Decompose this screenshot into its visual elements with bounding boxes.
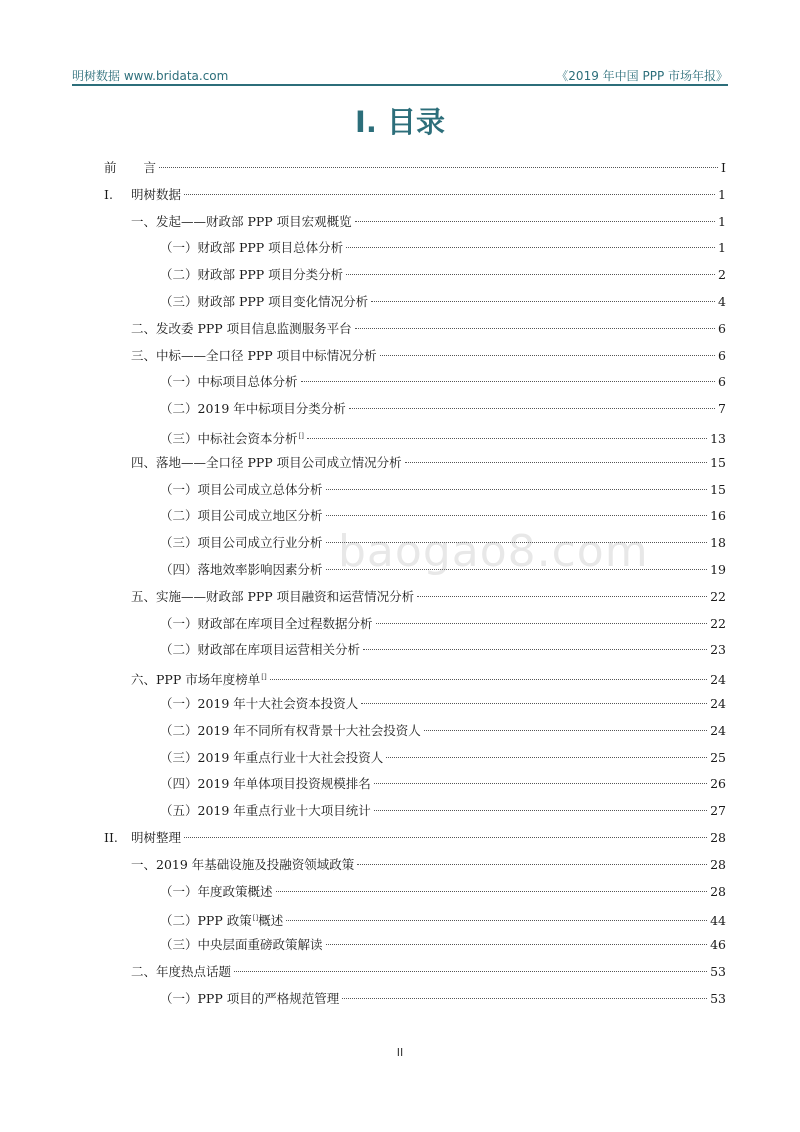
toc-page-number: 25 (710, 749, 726, 765)
toc-entry[interactable] (104, 798, 726, 825)
toc-entry-label (131, 316, 352, 343)
toc-entry-label (160, 262, 343, 289)
toc-page-number: 26 (710, 776, 726, 792)
toc-page-number: 46 (710, 937, 726, 953)
toc-entry-label (160, 691, 358, 718)
toc-dot-leader (301, 381, 716, 382)
toc-entry-label (160, 718, 421, 745)
toc-page-number: I (721, 160, 726, 175)
toc-dot-leader (355, 328, 715, 329)
toc-entry-label (160, 879, 273, 906)
toc-dot-leader (357, 864, 707, 865)
toc-entry-text: （一）年度政策概述 (160, 883, 273, 899)
toc-entry-text: （二）财政部在库项目运营相关分析 (160, 642, 361, 658)
toc-entry[interactable] (104, 718, 726, 745)
toc-entry[interactable] (104, 611, 726, 638)
toc-entry-label (131, 584, 414, 611)
toc-entry[interactable] (104, 289, 726, 316)
toc-entry[interactable] (104, 369, 726, 396)
toc-entry[interactable] (104, 423, 726, 450)
toc-page-number: 6 (718, 320, 726, 336)
toc-entry-text: （二）PPP 政策 (160, 913, 252, 929)
toc-entry[interactable] (104, 450, 726, 477)
header-site-label: 明树数据 www.bridata.com (72, 69, 229, 83)
footnote-marker: [] (298, 431, 304, 440)
toc-entry-label (160, 503, 323, 530)
page-number: II (396, 1046, 404, 1059)
toc-entry-text: （二）2019 年不同所有权背景十大社会投资人 (160, 722, 421, 738)
toc-entry[interactable] (104, 771, 726, 798)
toc-page-number: 6 (718, 347, 726, 363)
toc-entry[interactable] (104, 584, 726, 611)
toc-entry-text: 四、落地——全口径 PPP 项目公司成立情况分析 (131, 454, 402, 470)
toc-entry-label (104, 155, 156, 182)
toc-page-number: 1 (718, 213, 726, 229)
toc-dot-leader (184, 194, 715, 195)
toc-dot-leader (361, 703, 707, 704)
toc-entry-label (160, 771, 371, 798)
toc-entry-label (160, 798, 371, 825)
toc-entry[interactable] (104, 182, 726, 209)
toc-entry-label (160, 745, 383, 772)
running-header (72, 64, 728, 84)
toc-page-number: 28 (710, 856, 726, 872)
toc-entry-text: 明树整理 (131, 829, 182, 845)
page-title: I. 目录 (355, 105, 445, 139)
toc-entry[interactable] (104, 209, 726, 236)
toc-entry-label (160, 557, 323, 584)
toc-entry-label (160, 611, 373, 638)
toc-page-number: 28 (710, 829, 726, 845)
toc-entry[interactable] (104, 316, 726, 343)
toc-entry-label (160, 396, 346, 423)
toc-entry-text: （一）2019 年十大社会资本投资人 (160, 695, 359, 711)
toc-dot-leader (374, 810, 707, 811)
toc-page-number: 1 (718, 240, 726, 256)
toc-entry-text: （三）中央层面重磅政策解读 (160, 937, 323, 953)
toc-dot-leader (355, 221, 715, 222)
toc-entry-label (160, 986, 339, 1013)
toc-dot-leader (380, 355, 715, 356)
toc-page-number: 22 (710, 615, 726, 631)
toc-entry-label (131, 209, 352, 236)
toc-entry-label (160, 477, 323, 504)
toc-entry-label (131, 343, 377, 370)
toc-dot-leader (349, 408, 715, 409)
toc-entry-label (160, 530, 323, 557)
toc-entry-text: （一）项目公司成立总体分析 (160, 481, 323, 497)
toc-entry-text: （四）落地效率影响因素分析 (160, 561, 323, 577)
toc-page-number: 4 (718, 293, 726, 309)
toc-page-number: 16 (710, 508, 726, 524)
toc-dot-leader (405, 462, 707, 463)
toc-entry-label (160, 369, 298, 396)
toc-dot-leader (326, 944, 708, 945)
footnote-marker: [] (261, 673, 267, 682)
toc-entry-text: 一、2019 年基础设施及投融资领域政策 (131, 856, 355, 872)
toc-entry-text: （二）2019 年中标项目分类分析 (160, 401, 346, 417)
toc-page-number: 19 (710, 561, 726, 577)
toc-entry[interactable] (104, 155, 726, 182)
toc-page-number: 7 (718, 401, 726, 417)
toc-entry-label (160, 637, 360, 664)
toc-entry-label (160, 905, 283, 935)
toc-page-number: 15 (710, 481, 726, 497)
toc-page-number: 22 (710, 588, 726, 604)
toc-entry[interactable] (104, 664, 726, 691)
toc-entry-text: 二、发改委 PPP 项目信息监测服务平台 (131, 320, 352, 336)
toc-page-number: 24 (710, 672, 726, 688)
toc-entry[interactable] (104, 396, 726, 423)
toc-entry[interactable] (104, 825, 726, 852)
toc-entry-text: （三）财政部 PPP 项目变化情况分析 (160, 293, 369, 309)
toc-dot-leader (363, 649, 707, 650)
toc-entry[interactable] (104, 235, 726, 262)
toc-entry-label (160, 289, 368, 316)
toc-page-number: 6 (718, 374, 726, 390)
toc-entry[interactable] (104, 879, 726, 906)
toc-page-number: 1 (718, 186, 726, 202)
toc-dot-leader (346, 247, 715, 248)
toc-dot-leader (326, 515, 708, 516)
toc-entry-text: （三）中标社会资本分析 (160, 431, 298, 447)
toc-dot-leader (276, 891, 708, 892)
toc-entry[interactable] (104, 745, 726, 772)
toc-entry-text: （五）2019 年重点行业十大项目统计 (160, 803, 371, 819)
toc-entry[interactable] (104, 343, 726, 370)
toc-dot-leader (371, 301, 715, 302)
toc-entry-text: （三）2019 年重点行业十大社会投资人 (160, 749, 384, 765)
toc-dot-leader (270, 679, 707, 680)
watermark: baogao8.com (338, 526, 649, 577)
toc-entry-label (104, 182, 181, 209)
toc-page-number: 28 (710, 883, 726, 899)
toc-dot-leader (307, 438, 707, 439)
toc-entry-text: （四）2019 年单体项目投资规模排名 (160, 776, 371, 792)
toc-page-number: 13 (710, 431, 726, 447)
table-of-contents (104, 155, 726, 1013)
toc-entry-text: （一）财政部在库项目全过程数据分析 (160, 615, 373, 631)
toc-entry[interactable] (104, 905, 726, 932)
toc-entry-text: 三、中标——全口径 PPP 项目中标情况分析 (131, 347, 377, 363)
toc-entry[interactable] (104, 959, 726, 986)
toc-page-number: 18 (710, 535, 726, 551)
toc-entry-label (131, 450, 402, 477)
toc-entry-text: （二）项目公司成立地区分析 (160, 508, 323, 524)
toc-entry-label (160, 235, 343, 262)
toc-entry-text: （一）中标项目总体分析 (160, 374, 298, 390)
toc-dot-leader (342, 998, 707, 999)
toc-page-number: 23 (710, 642, 726, 658)
toc-page-number: 44 (710, 913, 726, 929)
toc-dot-leader (386, 757, 707, 758)
toc-dot-leader (424, 730, 707, 731)
toc-dot-leader (159, 167, 718, 168)
toc-dot-leader (417, 596, 707, 597)
toc-entry-number: I. (104, 186, 113, 202)
toc-dot-leader (286, 920, 707, 921)
toc-page-number: 24 (710, 695, 726, 711)
toc-entry-number: 前 (104, 160, 117, 175)
toc-dot-leader (374, 783, 707, 784)
toc-page-number: 53 (710, 963, 726, 979)
header-report-title: 《2019 年中国 PPP 市场年报》 (556, 69, 728, 83)
toc-entry[interactable] (104, 691, 726, 718)
toc-dot-leader (234, 971, 707, 972)
toc-entry-text: 明树数据 (131, 186, 182, 202)
toc-entry-text: 六、PPP 市场年度榜单 (131, 672, 261, 688)
toc-dot-leader (376, 623, 708, 624)
toc-page-number: 15 (710, 454, 726, 470)
toc-entry[interactable] (104, 637, 726, 664)
toc-page-number: 24 (710, 722, 726, 738)
toc-entry-text: 五、实施——财政部 PPP 项目融资和运营情况分析 (131, 588, 415, 604)
toc-entry[interactable] (104, 932, 726, 959)
toc-entry-label (160, 932, 323, 959)
toc-page-number: 53 (710, 990, 726, 1006)
toc-dot-leader (326, 489, 708, 490)
toc-entry-label (131, 664, 267, 694)
toc-entry-number: II. (104, 829, 118, 845)
toc-entry[interactable] (104, 986, 726, 1013)
toc-dot-leader (346, 274, 715, 275)
toc-entry-text: （一）PPP 项目的严格规范管理 (160, 990, 340, 1006)
toc-entry-text: （二）财政部 PPP 项目分类分析 (160, 267, 344, 283)
toc-entry[interactable] (104, 477, 726, 504)
footnote-marker: [] (252, 914, 259, 923)
header-divider (72, 84, 728, 86)
toc-entry-text: 一、发起——财政部 PPP 项目宏观概览 (131, 213, 352, 229)
toc-entry[interactable] (104, 262, 726, 289)
toc-entry-label (131, 959, 231, 986)
toc-entry-label (160, 423, 304, 453)
toc-entry-label (104, 825, 181, 852)
toc-entry-label (131, 852, 354, 879)
toc-page-number: 27 (710, 803, 726, 819)
toc-entry-text: 言 (131, 160, 157, 175)
toc-entry[interactable] (104, 852, 726, 879)
toc-entry-text-suffix: 概述 (258, 913, 284, 929)
toc-page-number: 2 (718, 267, 726, 283)
toc-dot-leader (184, 837, 707, 838)
toc-entry-text: （三）项目公司成立行业分析 (160, 535, 323, 551)
toc-entry-text: 二、年度热点话题 (131, 963, 232, 979)
toc-entry-text: （一）财政部 PPP 项目总体分析 (160, 240, 344, 256)
